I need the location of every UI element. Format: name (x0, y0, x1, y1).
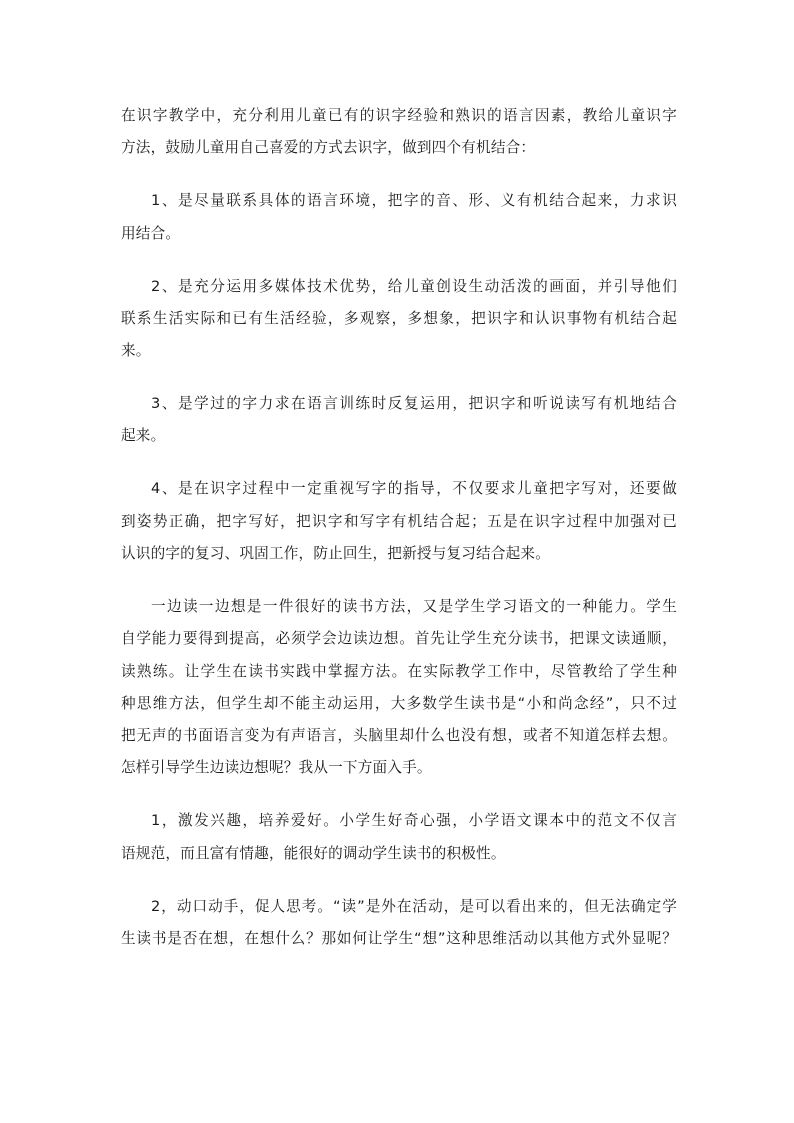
document-body (121, 100, 677, 955)
paragraph (121, 805, 677, 870)
text-line: 认识的字的复习、巩固工作，防止回生，把新授与复习结合起来。 (121, 545, 551, 563)
text-line: 到姿势正确，把字写好，把识字和写字有机结合起；五是在识字过程中加强对已 (121, 512, 677, 530)
paragraph (121, 271, 677, 368)
text-line: 怎样引导学生边读边想呢？我从一下方面入手。 (121, 759, 432, 777)
text-line: 在识字教学中，充分利用儿童已有的识字经验和熟识的语言因素，教给儿童识字 (121, 107, 677, 124)
text-line: 语规范，而且富有情趣，能很好的调动学生读书的积极性。 (121, 844, 506, 862)
text-line: 3、是学过的字力求在语言训练时反复运用，把识字和听说读写有机地结合 (151, 395, 677, 413)
text-line: 4、是在识字过程中一定重视写字的指导，不仅要求儿童把字写对，还要做 (151, 480, 677, 498)
text-line: 联系生活实际和已有生活经验，多观察，多想象，把识字和认识事物有机结合起 (121, 309, 677, 327)
text-line: 1，激发兴趣，培养爱好。小学生好奇心强，小学语文课本中的范文不仅言 (151, 812, 677, 830)
paragraph (121, 100, 677, 165)
paragraph (121, 185, 677, 250)
text-line: 种思维方法，但学生却不能主动运用，大多数学生读书是“小和尚念经”，只不过 (121, 694, 677, 712)
text-line: 方法，鼓励儿童用自己喜爱的方式去识字，做到四个有机结合： (121, 139, 536, 157)
text-line: 把无声的书面语言变为有声语言，头脑里却什么也没有想，或者不知道怎样去想。 (121, 727, 677, 745)
paragraph (121, 591, 677, 785)
text-line: 用结合。 (121, 224, 181, 242)
text-line: 自学能力要得到提高，必须学会边读边想。首先让学生充分读书，把课文读通顺， (121, 630, 677, 648)
text-line: 生读书是否在想，在想什么？那如何让学生“想”这种思维活动以其他方式外显呢？ (121, 930, 677, 948)
paragraph (121, 473, 677, 570)
text-line: 一边读一边想是一件很好的读书方法，又是学生学习语文的一种能力。学生 (151, 598, 677, 615)
text-line: 2，动口动手，促人思考。“读”是外在活动，是可以看出来的，但无法确定学 (151, 897, 677, 915)
paragraph (121, 388, 677, 453)
paragraph (121, 891, 677, 956)
text-line: 起来。 (121, 427, 166, 445)
text-line: 读熟练。让学生在读书实践中掌握方法。在实际教学工作中，尽管教给了学生种 (121, 662, 677, 680)
text-line: 来。 (121, 342, 151, 360)
text-line: 1、是尽量联系具体的语言环境，把字的音、形、义有机结合起来，力求识 (151, 192, 677, 210)
text-line: 2、是充分运用多媒体技术优势，给儿童创设生动活泼的画面，并引导他们 (151, 277, 677, 295)
